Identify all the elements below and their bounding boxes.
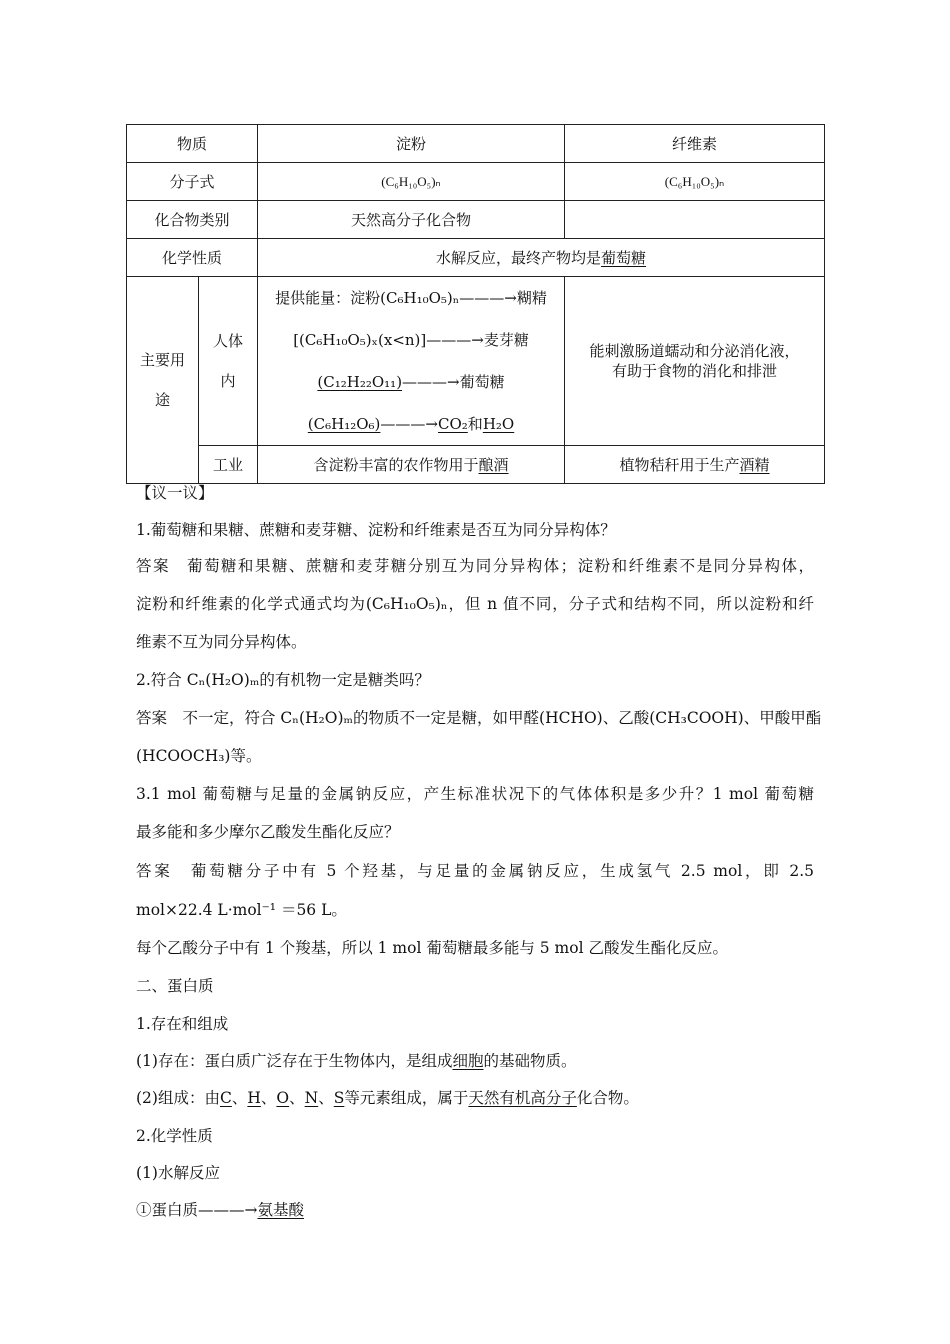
cellulose-industry-use — [565, 446, 825, 484]
element-s: S — [333, 1089, 345, 1107]
cellulose-formula: (C₆H₁₀O₅)ₙ — [565, 163, 825, 201]
and-text: 和 — [467, 415, 483, 433]
uses-body-label: 人体内 — [199, 277, 258, 446]
existence-line — [136, 1050, 577, 1072]
existence-text: (1)存在：蛋白质广泛存在于生物体内，是组成 — [136, 1052, 453, 1070]
separator: 、 — [231, 1089, 248, 1107]
row-label-formula: 分子式 — [127, 163, 258, 201]
subsection-chem: 2.化学性质 — [136, 1127, 213, 1145]
answer-1-line-2: 淀粉和纤维素的化学式通式均为(C₆H₁₀O₅)ₙ，但 n 值不同，分子式和结构不同，所以淀粉和纤 — [136, 595, 814, 613]
starch-industry-use — [258, 446, 565, 484]
separator: 、 — [260, 1089, 277, 1107]
chem-property — [258, 239, 825, 277]
answer-3-line-2: mol×22.4 L·mol⁻¹ ＝56 L。 — [136, 901, 347, 919]
element-c: C — [219, 1089, 232, 1107]
starch-industry-text: 含淀粉丰富的农作物用于 — [313, 455, 479, 474]
question-3-line-2: 最多能和多少摩尔乙酸发生酯化反应？ — [136, 823, 400, 841]
separator: 、 — [318, 1089, 334, 1107]
starch-cellulose-table — [126, 124, 825, 484]
cellulose-class — [565, 201, 825, 239]
table-row — [127, 201, 825, 239]
polymer-term: 天然有机高分子 — [468, 1089, 577, 1107]
table-row — [127, 163, 825, 201]
hydrolysis-line — [136, 1199, 304, 1221]
table-row — [127, 277, 825, 446]
answer-1-line-3: 维素不互为同分异构体。 — [136, 633, 307, 651]
cellulose-use-line: 能刺激肠道蠕动和分泌消化液， — [589, 342, 800, 360]
existence-tail: 的基础物质。 — [483, 1052, 577, 1070]
co2: CO₂ — [438, 415, 468, 433]
element-n: N — [304, 1089, 319, 1107]
composition-tail: 化合物。 — [576, 1089, 639, 1107]
starch-class: 天然高分子化合物 — [258, 201, 565, 239]
amino-acid-term: 氨基酸 — [257, 1201, 305, 1219]
header-starch: 淀粉 — [258, 125, 565, 163]
element-o: O — [276, 1089, 290, 1107]
chem-product: 葡萄糖 — [601, 248, 647, 267]
discuss-title: 【议一议】 — [136, 484, 214, 502]
question-1: 1.葡萄糖和果糖、蔗糖和麦芽糖、淀粉和纤维素是否互为同分异构体？ — [136, 521, 616, 539]
row-label-class: 化合物类别 — [127, 201, 258, 239]
uses-industry-label: 工业 — [199, 446, 258, 484]
question-3-line-1: 3.1 mol 葡萄糖与足量的金属钠反应，产生标准状况下的气体体积是多少升？1 mol 葡萄糖 — [136, 785, 814, 803]
cellulose-body-uses — [565, 277, 825, 446]
cellulose-industry-product: 酒精 — [739, 455, 770, 474]
maltose-arrow: ———→葡萄糖 — [402, 373, 505, 391]
cell-term: 细胞 — [452, 1052, 484, 1070]
starch-use-line — [258, 361, 564, 403]
composition-mid: 等元素组成，属于 — [344, 1089, 469, 1107]
starch-formula: (C₆H₁₀O₅)ₙ — [258, 163, 565, 201]
header-cellulose: 纤维素 — [565, 125, 825, 163]
cellulose-industry-text: 植物秸秆用于生产 — [619, 455, 740, 474]
starch-body-uses — [258, 277, 565, 446]
answer-1-line-1: 答案 葡萄糖和果糖、蔗糖和麦芽糖分别互为同分异构体；淀粉和纤维素不是同分异构体， — [136, 557, 814, 575]
starch-use-line — [258, 403, 564, 445]
starch-industry-product: 酿酒 — [478, 455, 509, 474]
table-row — [127, 125, 825, 163]
glucose-formula: (C₆H₁₂O₆) — [307, 415, 381, 433]
section-protein-heading: 二、蛋白质 — [136, 977, 214, 995]
answer-2-line-1: 答案 不一定，符合 Cₙ(H₂O)ₘ的物质不一定是糖，如甲醛(HCHO)、乙酸(CH₃COOH)、甲酸甲酯 — [136, 709, 822, 727]
element-h: H — [247, 1089, 261, 1107]
cellulose-use-line: 有助于食物的消化和排泄 — [612, 362, 778, 380]
hydrolysis-text: ①蛋白质———→ — [136, 1201, 258, 1219]
h2o: H₂O — [482, 415, 515, 433]
hydrolysis-heading: (1)水解反应 — [136, 1164, 220, 1182]
question-2: 2.符合 Cₙ(H₂O)ₘ的有机物一定是糖类吗？ — [136, 671, 430, 689]
table-row — [127, 446, 825, 484]
answer-3-line-3: 每个乙酸分子中有 1 个羧基，所以 1 mol 葡萄糖最多能与 5 mol 乙酸发生酯化反应。 — [136, 939, 728, 957]
starch-use-line: [(C₆H₁₀O₅)ₓ(x<n)]———→麦芽糖 — [293, 331, 529, 349]
starch-use-line: 提供能量：淀粉(C₆H₁₀O₅)ₙ———→糊精 — [275, 289, 547, 307]
glucose-arrow: ———→ — [380, 415, 438, 433]
row-label-chem: 化学性质 — [127, 239, 258, 277]
separator: 、 — [289, 1089, 305, 1107]
subsection-existence: 1.存在和组成 — [136, 1015, 229, 1033]
answer-2-line-2: (HCOOCH₃)等。 — [136, 747, 262, 765]
row-label-uses: 主要用途 — [127, 277, 199, 484]
composition-line — [136, 1087, 639, 1109]
answer-3-line-1: 答案 葡萄糖分子中有 5 个羟基，与足量的金属钠反应，生成氢气 2.5 mol，即 2.5 — [136, 862, 814, 880]
table-row — [127, 239, 825, 277]
chem-text: 水解反应，最终产物均是 — [436, 248, 602, 267]
header-substance: 物质 — [127, 125, 258, 163]
composition-text: (2)组成：由 — [136, 1089, 220, 1107]
maltose-formula: (C₁₂H₂₂O₁₁) — [317, 373, 403, 391]
